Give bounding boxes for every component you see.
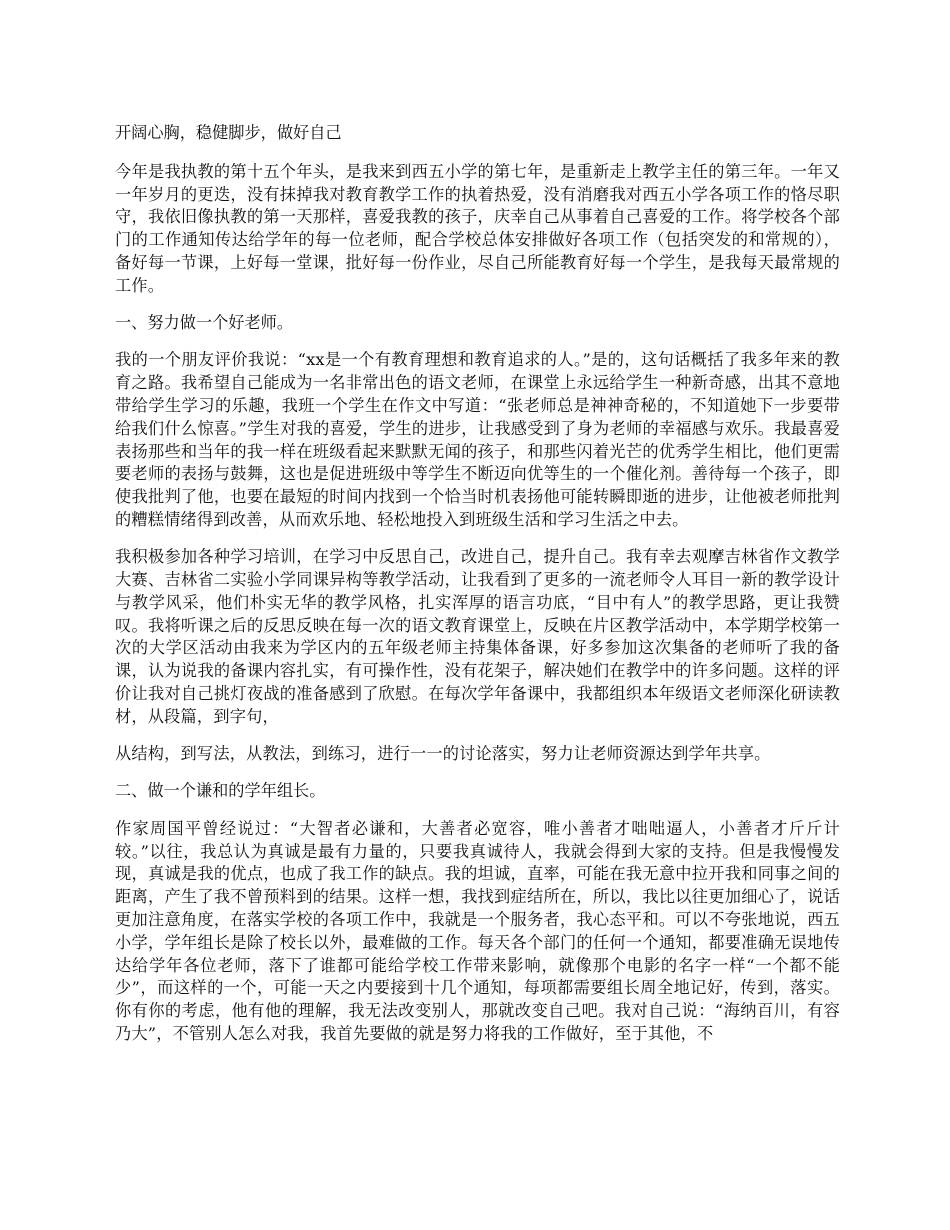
paragraph-training-continued: 从结构，到写法，从教法，到练习，进行一一的讨论落实，努力让老师资源达到学年共享。 <box>115 744 771 764</box>
paragraph-good-teacher: 我的一个朋友评价我说：“xx是一个有教育理想和教育追求的人。”是的，这句话概括了我多年来的教育之路。我希望自己能成为一名非常出色的语文老师，在课堂上永远给学生一种新奇感，出其不意地带给学生学习的乐趣，我班一个学生在作文中写道：“张老师总是神神奇秘的，不知道她下一步要带给我们什么惊喜。”学生对我的喜爱，学生的进步，让我感受到了身为老师的幸福感与欢乐。我最喜爱表扬那些和当年的我一样在班级看起来默默无闻的孩子，和那些闪着光芒的优秀学生相比，他们更需要老师的表扬与鼓舞，这也是促进班级中等学生不断迈向优等生的一个催化剂。善待每一个孩子，即使我批判了他，也要在最短的时间内找到一个恰当时机表扬他可能转瞬即逝的进步，让他被老师批判的糟糕情绪得到改善，从而欢乐地、轻松地投入到班级生活和学习生活之中去。 <box>115 350 840 529</box>
document-title: 开阔心胸，稳健脚步，做好自己 <box>115 123 342 142</box>
paragraph-group-leader: 作家周国平曾经说过：“大智者必谦和，大善者必宽容，唯小善者才咄咄逼人，小善者才斤斤计较。”以往，我总认为真诚是最有力量的，只要我真诚待人，我就会得到大家的支持。但是我慢慢发现，真诚是我的优点，也成了我工作的缺点。我的坦诚，直率，可能在我无意中拉开我和同事之间的距离，产生了我不曾预料到的结果。这样一想，我找到症结所在，所以，我比以往更加细心了，说话更加注意角度，在落实学校的各项工作中，我就是一个服务者，我心态平和。可以不夸张地说，西五小学，学年组长是除了校长以外，最难做的工作。每天各个部门的任何一个通知，都要准确无误地传达给学年各位老师，落下了谁都可能给学校工作带来影响，就像那个电影的名字一样“一个都不能少”，而这样的一个，可能一天之内要接到十几个通知，每项都需要组长周全地记好，传到，落实。你有你的考虑，他有他的理解，我无法改变别人，那就改变自己吧。我对自己说：“海纳百川，有容乃大”，不管别人怎么对我，我首先要做的就是努力将我的工作做好，至于其他，不 <box>115 818 840 1043</box>
section-heading-2: 二、做一个谦和的学年组长。 <box>115 781 326 801</box>
section-heading-1: 一、努力做一个好老师。 <box>115 313 294 333</box>
paragraph-training: 我积极参加各种学习培训，在学习中反思自己，改进自己，提升自己。我有幸去观摩吉林省作文教学大赛、吉林省二实验小学同课异构等教学活动，让我看到了更多的一流老师令人耳目一新的教学设计与教学风采，他们朴实无华的教学风格，扎实浑厚的语言功底，“目中有人”的教学思路，更让我赞叹。我将听课之后的反思反映在每一次的语文教育课堂上，反映在片区教学活动中，本学期学校第一次的大学区活动由我来为学区内的五年级老师主持集体备课，好多参加这次集备的老师听了我的备课，认为说我的备课内容扎实，有可操作性，没有花架子，解决她们在教学中的许多问题。这样的评价让我对自己挑灯夜战的准备感到了欣慰。在每次学年备课中，我都组织本年级语文老师深化研读教材，从段篇，到字句， <box>115 547 840 726</box>
paragraph-intro: 今年是我执教的第十五个年头，是我来到西五小学的第七年，是重新走上教学主任的第三年。一年又一年岁月的更迭，没有抹掉我对教育教学工作的执着热爱，没有消磨我对西五小学各项工作的恪尽职守，我依旧像执教的第一天那样，喜爱我教的孩子，庆幸自己从事着自己喜爱的工作。将学校各个部门的工作通知传达给学年的每一位老师，配合学校总体安排做好各项工作（包括突发的和常规的），备好每一节课，上好每一堂课，批好每一份作业，尽自己所能教育好每一个学生，是我每天最常规的工作。 <box>115 161 840 295</box>
document-page <box>115 122 840 1060</box>
